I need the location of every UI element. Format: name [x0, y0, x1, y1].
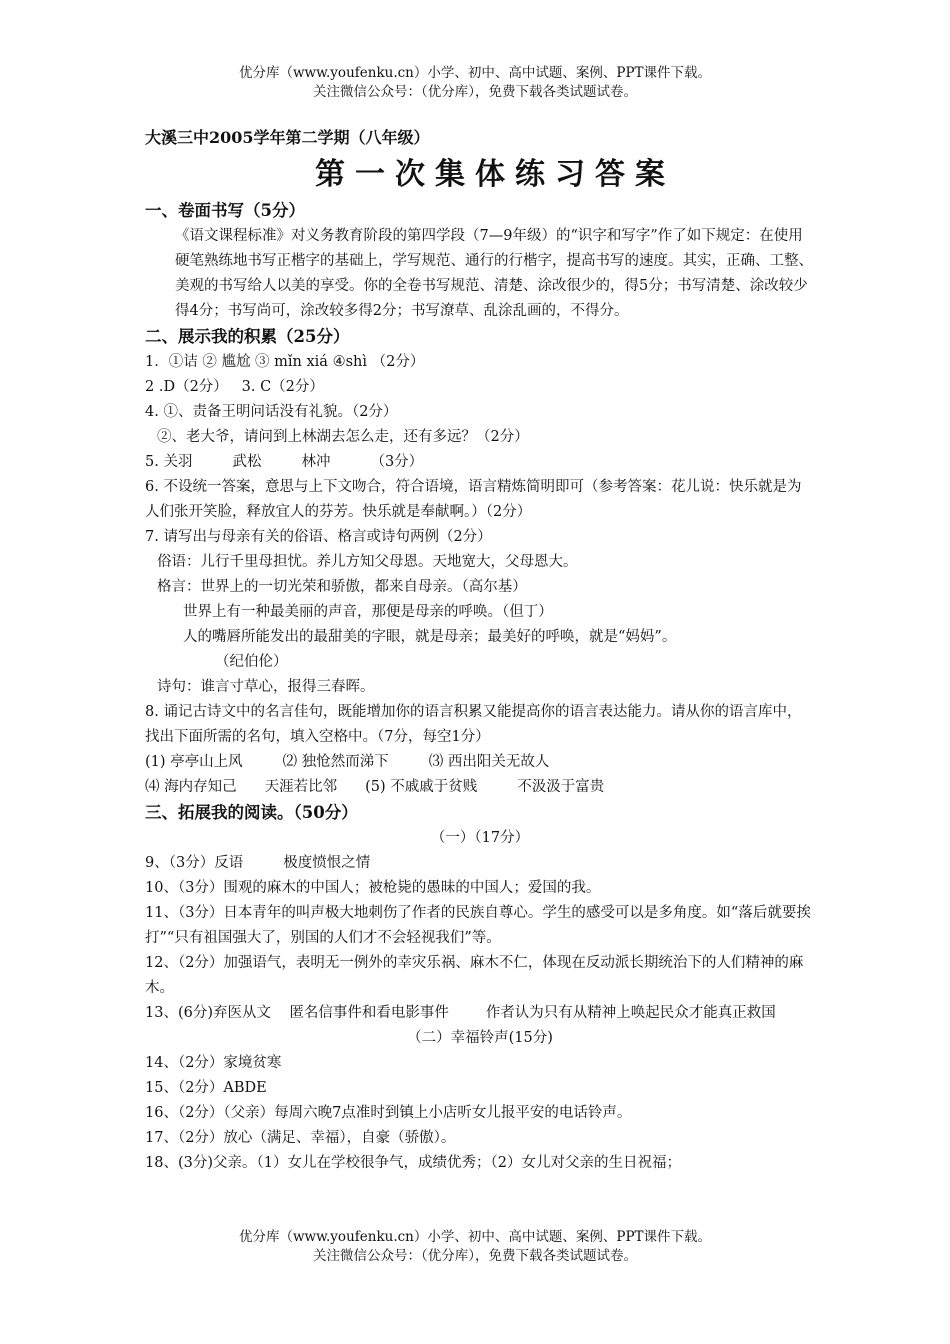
section-3-heading: 三、拓展我的阅读。（50分） — [145, 803, 358, 822]
answer-q9-part-1: 9、（3分）反语 — [145, 855, 244, 871]
answer-q14: 14、（2分）家境贫寒 — [145, 1055, 282, 1071]
answer-q8-item-5b: 不汲汲于富贵 — [517, 779, 605, 795]
answer-q16: 16、（2分）（父亲）每周六晚7点准时到镇上小店听女儿报平安的电话铃声。 — [145, 1105, 632, 1121]
header-line-1: 优分库（www.youfenku.cn）小学、初中、高中试题、案例、PPT课件下载。 — [238, 65, 712, 81]
answer-q1: 1．①诘 ② 尴尬 ③ mǐn xiá ④shì （2分） — [145, 354, 425, 370]
answer-q8: 8. 诵记古诗文中的名言佳句，既能增加你的语言积累又能提高你的语言表达能力。请从你的语言库中，找出下面所需的名句，填入空格中。（7分，每空1分） — [145, 704, 802, 745]
answer-q8-item-4b: 天涯若比邻 — [264, 779, 338, 795]
section-1-text: 《语文课程标准》对义务教育阶段的第四学段（7—9年级）的“识字和写字”作了如下规定：在使用硬笔熟练地书写正楷字的基础上，学写规范、通行的行楷字，提高书写的速度。其实，正确、工整、美观的书写给人以美的享受。你的全卷书写规范、清楚、涂改很少的，得5分；书写清楚、涂改较少得4分；书写尚可，涂改较多得2分；书写潦草、乱涂乱画的，不得分。 — [175, 228, 813, 319]
answer-q18: 18、(3分)父亲。（1）女儿在学校很争气，成绩优秀；（2）女儿对父亲的生日祝福； — [145, 1155, 681, 1171]
answer-q8-item-2: ⑵ 独怆然而涕下 — [282, 754, 389, 770]
answer-q5-score: （3分） — [370, 454, 424, 470]
answer-q10: 10、（3分）围观的麻木的中国人；被枪毙的愚昧的中国人；爱国的我。 — [145, 880, 601, 896]
reading-2-heading: （二）幸福铃声(15分) — [407, 1030, 553, 1046]
answer-q4b: ②、老大爷，请问到上林湖去怎么走，还有多远？（2分） — [157, 429, 529, 445]
footer-line-2: 关注微信公众号：（优分库），免费下载各类试题试卷。 — [313, 1248, 637, 1264]
answer-q7-motto-2: 世界上有一种最美丽的声音，那便是母亲的呼唤。（但丁） — [183, 604, 553, 620]
answer-q13-part-2: 匿名信事件和看电影事件 — [289, 1005, 449, 1021]
answer-q8-item-4a: ⑷ 海内存知己 — [145, 779, 237, 795]
answer-q13-part-3: 作者认为只有从精神上唤起民众才能真正救国 — [485, 1005, 776, 1021]
answer-q12: 12、（2分）加强语气，表明无一例外的幸灾乐祸、麻木不仁，体现在反动派长期统治下的人们精神的麻木。 — [145, 955, 804, 996]
answer-q11: 11、（3分）日本青年的叫声极大地刺伤了作者的民族自尊心。学生的感受可以是多角度。如“落后就要挨打”“只有祖国强大了，别国的人们才不会轻视我们”等。 — [145, 905, 811, 946]
section-1-body — [145, 224, 815, 324]
answer-q9-part-2: 极度愤恨之情 — [283, 855, 371, 871]
answer-q8-item-1: (1) 亭亭山上风 — [145, 754, 243, 770]
answer-q3: 3. C（2分） — [241, 379, 324, 395]
answer-q9 — [145, 851, 815, 876]
answer-q8-row-2 — [145, 775, 815, 800]
answer-q7-motto-1: 格言：世界上的一切光荣和骄傲，都来自母亲。（高尔基） — [157, 579, 527, 595]
answer-q6: 6. 不设统一答案，意思与上下文吻合，符合语境，语言精炼简明即可（参考答案：花儿说：快乐就是为人们张开笑脸，释放宜人的芬芳。快乐就是奉献啊。）（2分） — [145, 479, 802, 520]
school-term: 大溪三中2005学年第二学期（八年级） — [145, 128, 430, 147]
footer-line-1: 优分库（www.youfenku.cn）小学、初中、高中试题、案例、PPT课件下载。 — [238, 1229, 712, 1245]
answer-q7-proverb: 俗语：儿行千里母担忧。养儿方知父母恩。天地宽大，父母恩大。 — [157, 554, 578, 570]
answer-content — [145, 124, 815, 1176]
section-2-heading: 二、展示我的积累（25分） — [145, 327, 350, 346]
answer-q7-motto-3: 人的嘴唇所能发出的最甜美的字眼，就是母亲；最美好的呼唤，就是“妈妈”。 — [183, 629, 677, 645]
answer-q8-item-3: ⑶ 西出阳关无故人 — [428, 754, 550, 770]
answer-q8-item-5a: (5) 不戚戚于贫贱 — [365, 779, 478, 795]
answer-q7: 7. 请写出与母亲有关的俗语、格言或诗句两例（2分） — [145, 529, 492, 545]
answer-q2-q3 — [145, 375, 815, 400]
answer-q7-motto-3-author: （纪伯伦） — [215, 654, 288, 670]
page-header — [0, 64, 950, 102]
answer-q5 — [145, 450, 815, 475]
answer-q17: 17、（2分）放心（满足、幸福），自豪（骄傲）。 — [145, 1130, 456, 1146]
header-line-2: 关注微信公众号：（优分库），免费下载各类试题试卷。 — [313, 84, 637, 100]
reading-1-heading: （一）（17分） — [430, 830, 530, 846]
page-title: 第一次集体练习答案 — [315, 157, 675, 192]
answer-q13-part-1: 13、(6分)弃医从文 — [145, 1005, 271, 1021]
answer-q5-item-3: 林冲 — [301, 454, 331, 470]
answer-q7-poem: 诗句：谁言寸草心，报得三春晖。 — [157, 679, 375, 695]
answer-q15: 15、（2分）ABDE — [145, 1080, 267, 1096]
answer-q5-item-2: 武松 — [232, 454, 262, 470]
page-footer — [0, 1228, 950, 1266]
answer-q4a: 4. ①、责备王明问话没有礼貌。（2分） — [145, 404, 398, 420]
answer-q2: 2 .D（2分） — [145, 379, 228, 395]
answer-q8-row-1 — [145, 750, 815, 775]
answer-q5-item-1: 5. 关羽 — [145, 454, 193, 470]
answer-q13 — [145, 1001, 815, 1026]
section-1-heading: 一、卷面书写（5分） — [145, 201, 305, 220]
